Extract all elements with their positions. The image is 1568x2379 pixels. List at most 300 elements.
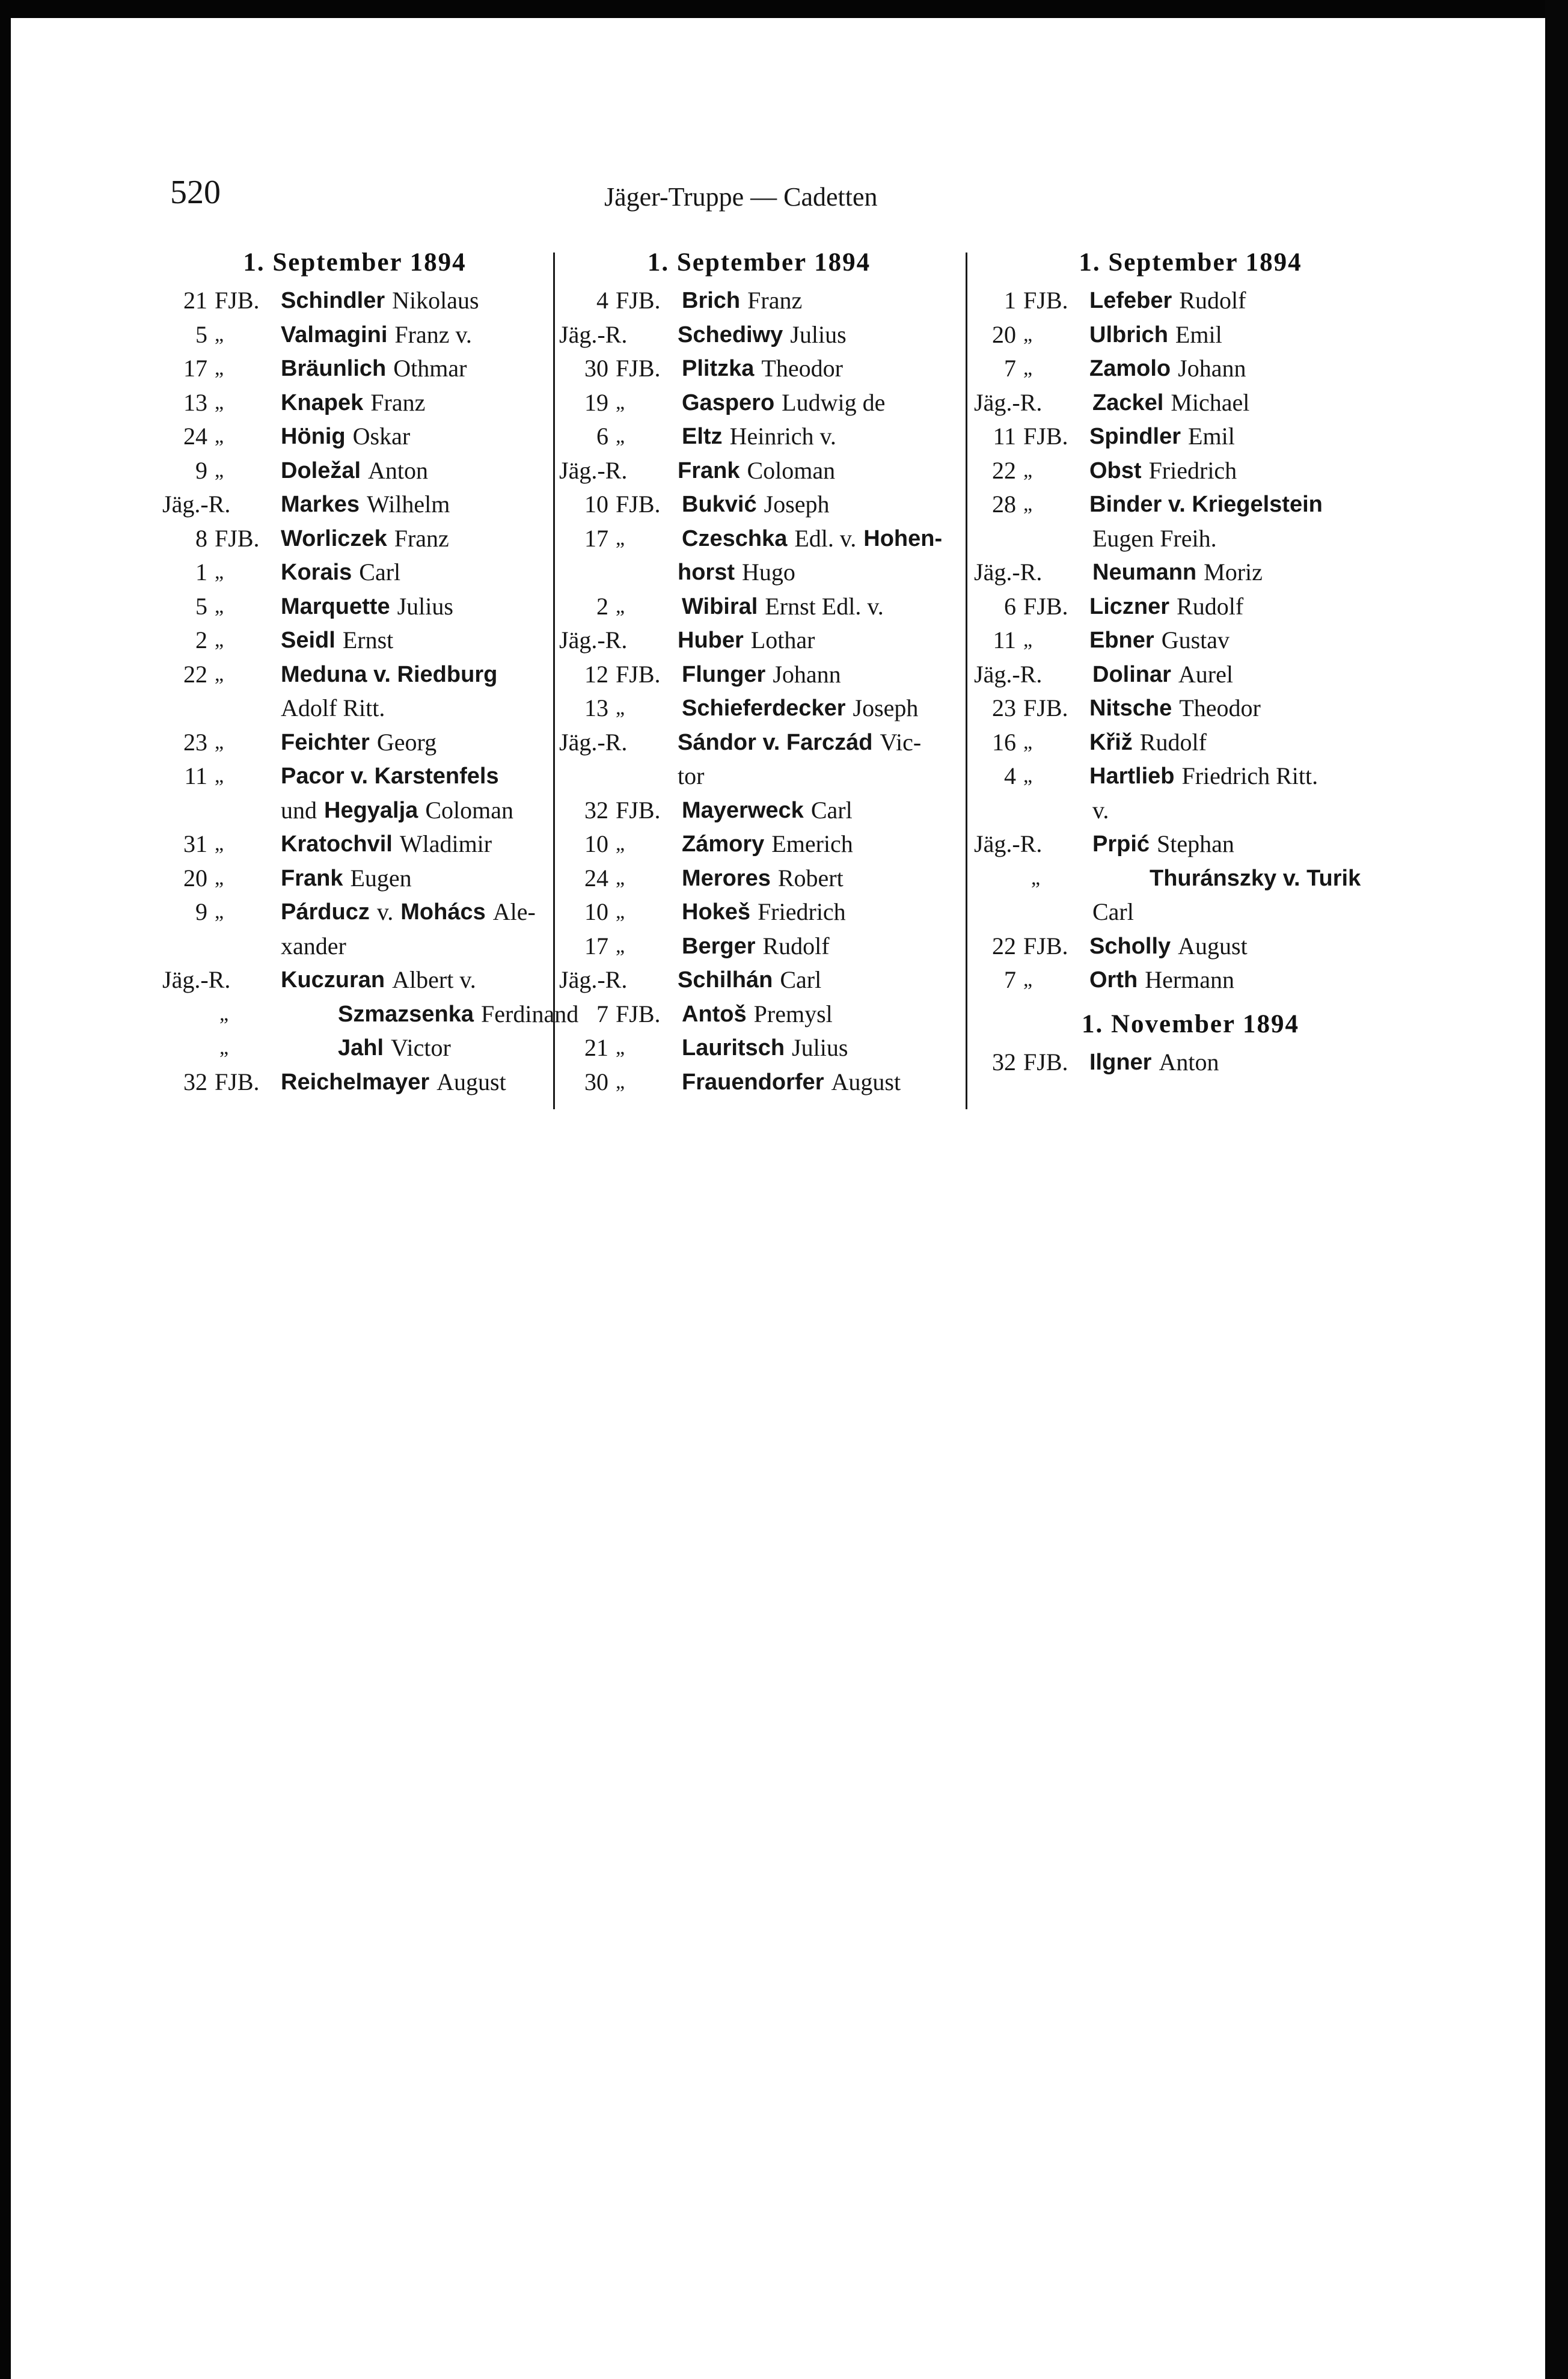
cadet-surname: Antoš	[682, 1001, 747, 1027]
continuation-text: tor	[678, 762, 705, 789]
list-item	[162, 590, 547, 624]
continuation-text: Coloman	[425, 796, 513, 824]
list-item	[974, 658, 1407, 692]
cadet-surname: Mayerweck	[682, 797, 804, 823]
unit-number: 30	[584, 355, 608, 382]
unit-type: FJB.	[1023, 694, 1068, 721]
unit-type: FJB.	[616, 796, 661, 824]
cadet-given-name: Edl. v.	[794, 524, 857, 552]
list-item-continuation	[559, 556, 959, 590]
column-rule	[966, 253, 967, 1109]
unit-number: 32	[584, 796, 608, 824]
list-item	[162, 963, 547, 997]
cadet-given-name: Wilhelm	[366, 491, 450, 518]
unit-reference	[974, 623, 1089, 658]
unit-number: 11	[184, 762, 207, 789]
unit-type: „	[215, 459, 224, 482]
unit-reference	[974, 726, 1089, 760]
unit-number: 21	[183, 287, 207, 314]
continuation-text: Hugo	[742, 559, 795, 586]
cadet-surname: Brich	[682, 288, 741, 313]
list-item	[162, 1031, 547, 1065]
unit-type: Jäg.-R.	[559, 456, 628, 484]
cadet-given-name: Wladimir	[399, 830, 492, 857]
unit-number: 20	[992, 320, 1016, 348]
cadet-surname: Nitsche	[1089, 696, 1172, 721]
unit-type: FJB.	[616, 660, 661, 688]
unit-number: 10	[584, 898, 608, 925]
list-item	[559, 318, 959, 352]
list-item	[162, 658, 547, 692]
cadet-given-name: Friedrich Ritt.	[1181, 762, 1318, 789]
continuation-text: xander	[281, 932, 346, 960]
unit-reference	[559, 590, 682, 624]
unit-type: „	[1023, 765, 1033, 787]
unit-number: 12	[584, 660, 608, 688]
unit-reference	[559, 929, 682, 964]
list-item	[974, 929, 1407, 964]
cadet-given-name: Rudolf	[1139, 728, 1207, 756]
cadet-given-name: Rudolf	[1177, 592, 1244, 620]
unit-reference	[974, 352, 1089, 386]
cadet-surname: Ulbrich	[1089, 322, 1168, 348]
unit-reference	[559, 895, 682, 929]
list-item	[162, 1065, 547, 1100]
cadet-given-name: Emil	[1175, 320, 1222, 348]
cadet-given-name: Vic-	[880, 728, 922, 756]
cadet-surname: Neumann	[1092, 560, 1197, 585]
unit-reference	[162, 759, 281, 794]
unit-type: „	[616, 901, 625, 923]
cadet-given-name: Ferdinand	[481, 1000, 579, 1027]
list-item	[559, 658, 959, 692]
cadet-surname: Gaspero	[682, 390, 775, 415]
unit-type: Jäg.-R.	[974, 660, 1043, 688]
list-item	[974, 454, 1407, 488]
unit-number: 9	[195, 456, 207, 484]
unit-type: „	[1023, 969, 1033, 991]
cadet-given-name: Theodor	[1179, 694, 1261, 721]
unit-type: „	[616, 527, 625, 550]
unit-reference	[974, 963, 1089, 997]
unit-reference	[559, 862, 682, 896]
cadet-given-name: Aurel	[1178, 660, 1233, 688]
list-item	[559, 1065, 959, 1100]
cadet-surname: Huber	[678, 628, 744, 653]
unit-number: 7	[1004, 355, 1016, 382]
unit-reference	[559, 691, 682, 726]
cadet-given-name: Julius	[790, 320, 847, 348]
list-item-continuation	[974, 522, 1407, 556]
cadet-surname: Lauritsch	[682, 1035, 785, 1061]
list-item	[974, 691, 1407, 726]
unit-number: 1	[195, 559, 207, 586]
unit-reference	[559, 1031, 682, 1065]
list-item	[162, 623, 547, 658]
list-item	[559, 929, 959, 964]
cadet-given-name: Rudolf	[1179, 287, 1246, 314]
cadet-surname: Frauendorfer	[682, 1069, 824, 1095]
continuation-name: horst	[678, 560, 735, 585]
list-item	[559, 454, 959, 488]
unit-number: 22	[992, 932, 1016, 960]
unit-reference	[559, 454, 678, 488]
unit-type: „	[215, 663, 224, 685]
unit-reference	[559, 827, 682, 862]
scan-border-right	[1545, 0, 1568, 2379]
list-item	[974, 759, 1407, 794]
list-item	[559, 1031, 959, 1065]
unit-type: Jäg.-R.	[162, 966, 231, 993]
unit-type: Jäg.-R.	[559, 626, 628, 654]
continuation-text: Adolf Ritt.	[281, 694, 385, 721]
unit-type: „	[215, 595, 224, 617]
cadet-surname: Orth	[1089, 967, 1138, 993]
unit-type: „	[1031, 866, 1041, 889]
unit-number: 5	[195, 592, 207, 620]
unit-number: 17	[584, 524, 608, 552]
list-item-continuation	[559, 759, 959, 794]
unit-reference	[559, 658, 682, 692]
cadet-given-name: Friedrich	[758, 898, 846, 925]
unit-type: FJB.	[1023, 592, 1068, 620]
cadet-surname: Liczner	[1089, 593, 1170, 619]
unit-type: „	[616, 595, 625, 617]
cadet-given-name: Joseph	[764, 491, 830, 518]
cadet-surname: Zamolo	[1089, 356, 1171, 381]
list-item	[559, 963, 959, 997]
unit-number: 28	[992, 491, 1016, 518]
unit-number: 32	[992, 1048, 1016, 1076]
cadet-surname: Reichelmayer	[281, 1069, 430, 1095]
unit-reference	[162, 726, 281, 760]
cadet-surname: Ilgner	[1089, 1049, 1152, 1075]
unit-reference	[974, 862, 1150, 896]
unit-number: 16	[992, 728, 1016, 756]
unit-reference	[162, 623, 281, 658]
cadet-surname: Plitzka	[682, 356, 755, 381]
cadet-given-name: Lothar	[750, 626, 815, 654]
unit-number: 4	[1004, 762, 1016, 789]
column-1	[162, 246, 579, 1099]
cadet-surname: Marquette	[281, 593, 390, 619]
unit-reference	[974, 488, 1089, 522]
cadet-given-name: Hermann	[1145, 966, 1235, 993]
unit-reference	[974, 318, 1089, 352]
unit-reference	[162, 284, 281, 318]
list-item	[162, 488, 547, 522]
unit-number: 24	[584, 864, 608, 892]
unit-reference	[974, 759, 1089, 794]
section-heading: 1. September 1894	[243, 248, 467, 277]
unit-reference	[974, 556, 1092, 590]
unit-reference	[559, 522, 682, 556]
unit-reference	[162, 556, 281, 590]
cadet-surname: Thuránszky v. Turik	[1150, 865, 1361, 891]
cadet-surname: Frank	[281, 865, 343, 891]
cadet-given-name: Franz v.	[394, 320, 472, 348]
cadet-given-name: Johann	[773, 660, 841, 688]
unit-reference	[162, 827, 281, 862]
cadet-given-name: Julius	[792, 1034, 848, 1061]
list-item	[162, 862, 547, 896]
cadet-surname: Knapek	[281, 390, 364, 415]
unit-reference	[162, 862, 281, 896]
unit-number: 17	[584, 932, 608, 960]
cadet-given-name: Friedrich	[1148, 456, 1237, 484]
unit-reference	[162, 997, 338, 1032]
cadet-surname: Merores	[682, 865, 771, 891]
list-item	[974, 318, 1407, 352]
list-item	[559, 386, 959, 420]
cadet-given-name: Anton	[368, 456, 429, 484]
unit-reference	[974, 454, 1089, 488]
cadet-given-name: Othmar	[393, 355, 467, 382]
unit-reference	[974, 929, 1089, 964]
unit-number: 32	[183, 1068, 207, 1095]
list-item	[559, 284, 959, 318]
cadet-given-name: Franz	[747, 287, 803, 314]
cadet-given-name: Ernst Edl. v.	[765, 592, 884, 620]
unit-reference	[162, 420, 281, 454]
cadet-given-name: Premysl	[753, 1000, 833, 1027]
cadet-surname: Schieferdecker	[682, 696, 846, 721]
unit-reference	[162, 963, 281, 997]
list-item	[162, 827, 547, 862]
unit-reference	[162, 318, 281, 352]
unit-number: 22	[183, 660, 207, 688]
cadet-given-name-part: Ale-	[492, 898, 536, 925]
cadet-given-name: Emil	[1188, 423, 1235, 450]
unit-number: 13	[183, 388, 207, 416]
list-item	[974, 284, 1407, 318]
cadet-surname: Kuczuran	[281, 967, 385, 993]
column-3	[974, 246, 1407, 1079]
list-item	[559, 997, 959, 1032]
unit-number: 10	[584, 491, 608, 518]
cadet-surname: Dolinar	[1092, 661, 1171, 687]
list-item	[162, 759, 547, 794]
cadet-surname: Lefeber	[1089, 288, 1172, 313]
cadet-surname: Ebner	[1089, 628, 1154, 653]
unit-reference	[974, 1046, 1089, 1080]
unit-number: 9	[195, 898, 207, 925]
unit-reference	[559, 1065, 682, 1100]
unit-type: „	[215, 391, 224, 414]
cadet-surname: Obst	[1089, 458, 1142, 483]
unit-number: 23	[992, 694, 1016, 721]
cadet-given-name: Emerich	[771, 830, 853, 857]
cadet-surname: Pacor v. Karstenfels	[281, 764, 499, 789]
unit-type: „	[616, 697, 625, 719]
unit-reference	[162, 386, 281, 420]
cadet-given-name: Oskar	[352, 423, 411, 450]
unit-type: FJB.	[1023, 423, 1068, 450]
cadet-given-name: Moriz	[1204, 559, 1263, 586]
cadet-given-name: Albert v.	[392, 966, 476, 993]
unit-number: 20	[183, 864, 207, 892]
list-item	[162, 726, 547, 760]
cadet-given-name: Johann	[1178, 355, 1246, 382]
unit-type: Jäg.-R.	[559, 966, 628, 993]
list-item	[162, 997, 579, 1032]
list-item	[559, 623, 959, 658]
unit-reference	[559, 420, 682, 454]
cadet-surname: Bukvić	[682, 492, 757, 517]
unit-number: 19	[584, 388, 608, 416]
unit-reference	[559, 963, 678, 997]
cadet-surname: Zámory	[682, 831, 765, 857]
list-item	[974, 963, 1407, 997]
list-item	[974, 726, 1407, 760]
cadet-given-name: Rudolf	[762, 932, 830, 960]
list-item	[974, 590, 1407, 624]
cadet-surname: Křiž	[1089, 729, 1133, 755]
cadet-surname: Markes	[281, 492, 360, 517]
unit-type: „	[215, 866, 224, 889]
cadet-surname: Doležal	[281, 458, 361, 483]
unit-type: Jäg.-R.	[559, 320, 628, 348]
unit-type: FJB.	[1023, 1048, 1068, 1076]
list-item	[559, 590, 959, 624]
list-item	[162, 318, 547, 352]
cadet-given-name: Ludwig de	[782, 388, 886, 416]
unit-type: „	[215, 323, 224, 346]
list-item	[974, 623, 1407, 658]
unit-reference	[162, 590, 281, 624]
list-item	[974, 1046, 1407, 1080]
unit-reference	[974, 386, 1092, 420]
unit-type: „	[616, 425, 625, 447]
unit-number: 6	[1004, 592, 1016, 620]
list-item	[974, 420, 1407, 454]
unit-type: FJB.	[616, 355, 661, 382]
cadet-surname: Valmagini	[281, 322, 388, 348]
cadet-given-name: Eugen	[350, 864, 412, 892]
unit-type: „	[219, 1002, 229, 1025]
unit-type: Jäg.-R.	[974, 388, 1043, 416]
cadet-given-name: Gustav	[1161, 626, 1230, 654]
unit-reference	[162, 1031, 338, 1065]
cadet-surname: Wibiral	[682, 593, 758, 619]
cadet-surname: Seidl	[281, 628, 335, 653]
unit-type: „	[215, 833, 224, 855]
unit-reference	[974, 284, 1089, 318]
unit-reference	[974, 420, 1089, 454]
cadet-surname: Feichter	[281, 729, 370, 755]
cadet-given-name: Julius	[397, 592, 453, 620]
unit-number: 2	[596, 592, 608, 620]
unit-type: FJB.	[616, 287, 661, 314]
unit-reference	[559, 488, 682, 522]
unit-reference	[559, 284, 682, 318]
unit-number: 30	[584, 1068, 608, 1095]
unit-number: 1	[1004, 287, 1016, 314]
cadet-surname: Schediwy	[678, 322, 783, 348]
cadet-surname: Bräunlich	[281, 356, 387, 381]
cadet-given-name: Heinrich v.	[729, 423, 836, 450]
list-item-continuation	[974, 794, 1407, 828]
unit-type: „	[215, 357, 224, 379]
unit-type: „	[616, 934, 625, 957]
cadet-surname: Hönig	[281, 424, 346, 449]
unit-type: FJB.	[616, 1000, 661, 1027]
unit-type: Jäg.-R.	[559, 728, 628, 756]
continuation-text: Carl	[1092, 898, 1134, 925]
unit-reference	[162, 488, 281, 522]
unit-type: Jäg.-R.	[974, 559, 1043, 586]
list-item	[974, 386, 1407, 420]
unit-number: 24	[183, 423, 207, 450]
unit-type: Jäg.-R.	[974, 830, 1043, 857]
cadet-given-name: Carl	[810, 796, 853, 824]
unit-reference	[162, 895, 281, 929]
unit-reference	[559, 318, 678, 352]
column-rule	[553, 253, 555, 1109]
cadet-given-name: Ernst	[342, 626, 394, 654]
scan-border-top	[0, 0, 1568, 18]
list-item	[162, 522, 547, 556]
cadet-surname: Schindler	[281, 288, 385, 313]
cadet-given-name: Franz	[370, 388, 426, 416]
running-title: Jäger-Truppe — Cadetten	[604, 182, 878, 212]
unit-number: 22	[992, 456, 1016, 484]
unit-type: „	[219, 1036, 229, 1059]
unit-type: „	[1023, 730, 1033, 753]
unit-number: 11	[993, 423, 1016, 450]
unit-number: 4	[596, 287, 608, 314]
unit-number: 8	[195, 524, 207, 552]
cadet-given-name: Anton	[1159, 1048, 1219, 1076]
cadet-given-name: August	[831, 1068, 901, 1095]
cadet-given-name: Victor	[391, 1034, 451, 1061]
cadet-given-name: Joseph	[853, 694, 919, 721]
cadet-given-name: Nikolaus	[392, 287, 479, 314]
list-item-continuation	[974, 895, 1407, 929]
unit-type: „	[1023, 323, 1033, 346]
list-item	[559, 352, 959, 386]
cadet-given-name: August	[1178, 932, 1248, 960]
list-item	[559, 862, 959, 896]
unit-reference	[559, 623, 678, 658]
cadet-surname: Eltz	[682, 424, 723, 449]
unit-reference	[162, 1065, 281, 1100]
cadet-surname: Berger	[682, 933, 756, 959]
unit-number: 21	[584, 1034, 608, 1061]
list-item	[974, 488, 1407, 522]
cadet-given-name: v.	[376, 898, 394, 925]
cadet-surname: Prpić	[1092, 831, 1150, 857]
list-item	[559, 895, 959, 929]
cadet-surname: Korais	[281, 560, 352, 585]
list-item	[162, 556, 547, 590]
unit-number: 7	[596, 1000, 608, 1027]
unit-number: 31	[183, 830, 207, 857]
cadet-given-name: Franz	[394, 524, 449, 552]
list-item	[559, 691, 959, 726]
cadet-surname: Flunger	[682, 661, 766, 687]
cadet-given-name: Carl	[780, 966, 822, 993]
unit-reference	[559, 726, 678, 760]
list-item	[162, 284, 547, 318]
unit-reference	[974, 691, 1089, 726]
unit-type: „	[616, 391, 625, 414]
unit-type: FJB.	[215, 1068, 260, 1095]
unit-reference	[162, 454, 281, 488]
unit-type: „	[215, 629, 224, 651]
continuation-text: und	[281, 796, 317, 824]
cadet-surname: Sándor v. Farczád	[678, 729, 873, 755]
